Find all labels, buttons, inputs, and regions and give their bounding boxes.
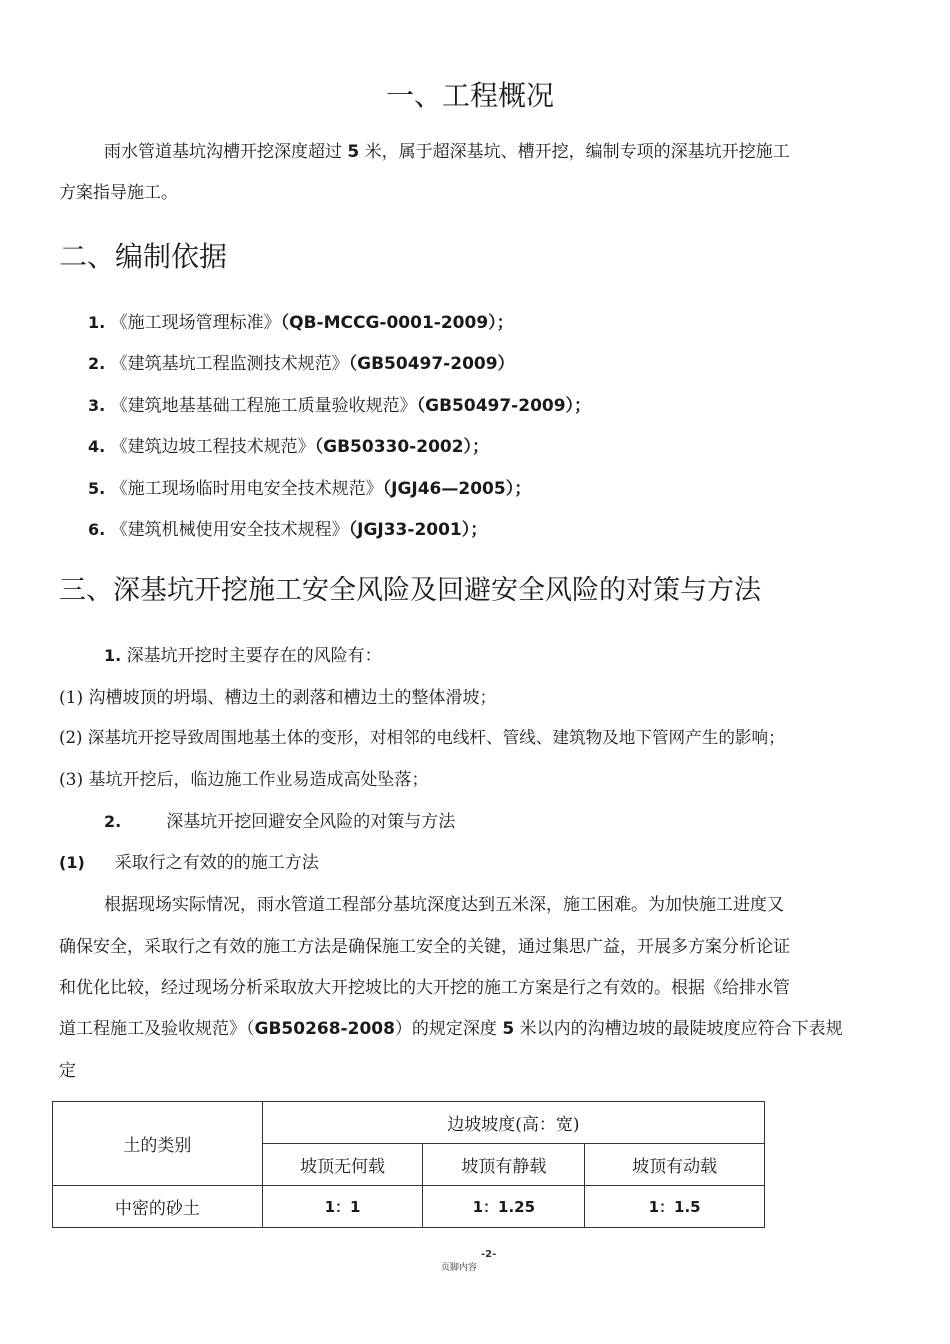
soil-type-cell: 中密的砂土 (53, 1186, 263, 1228)
risk-item-1: (1) 沟槽坡顶的坍塌、槽边土的剥落和槽边土的整体滑坡； (59, 688, 497, 708)
subheading-text: 深基坑开挖时主要存在的风险有： (126, 646, 382, 666)
standard-code: GB50268-2008 (254, 1019, 395, 1039)
slope-subheader: 坡顶有静载 (423, 1144, 585, 1186)
reference-code: （QB-MCCG-0001-2009）； (280, 313, 514, 333)
number: 5 (347, 142, 360, 162)
text: 米，属于超深基坑、槽开挖，编制专项的深基坑开挖施工 (364, 142, 790, 162)
reference-item (88, 349, 515, 374)
subheading-text: 深基坑开挖回避安全风险的对策与方法 (166, 812, 456, 832)
reference-code: （GB50330-2002）； (314, 437, 490, 457)
paragraph-line: 根据现场实际情况，雨水管道工程部分基坑深度达到五米深，施工困难。为加快施工进度又 (104, 895, 784, 915)
section-1-paragraph-line-2: 方案指导施工。 (59, 183, 178, 203)
risk-subheading-2 (104, 807, 455, 832)
list-number: (1) (59, 853, 85, 872)
reference-name: 《施工现场临时用电安全技术规范》 (110, 479, 383, 499)
method-heading-1 (59, 848, 319, 873)
reference-code: （JGJ33-2001）； (348, 520, 488, 540)
list-number: 2. (88, 354, 106, 373)
paragraph-line: 定 (59, 1061, 76, 1081)
reference-code: （GB50497-2009）； (416, 396, 592, 416)
reference-name: 《建筑地基基础工程施工质量验收规范》 (110, 396, 417, 416)
text: 米以内的沟槽边坡的最陡坡度应符合下表规 (519, 1019, 843, 1039)
reference-item (88, 391, 591, 416)
paragraph-line (59, 1014, 843, 1039)
reference-item (88, 515, 487, 540)
reference-name: 《建筑机械使用安全技术规程》 (110, 520, 349, 540)
reference-code: （JGJ46—2005）； (382, 479, 532, 499)
paragraph-line: 确保安全，采取行之有效的施工方法是确保施工安全的关键，通过集思广益，开展多方案分析论证 (59, 937, 790, 957)
footer-label: 页脚内容 (441, 1263, 478, 1273)
reference-name: 《建筑边坡工程技术规范》 (110, 437, 315, 457)
list-number: 1. (104, 646, 122, 665)
section-1-paragraph-line-1 (104, 137, 790, 162)
reference-name: 《建筑基坑工程监测技术规范》 (110, 354, 349, 374)
risk-item-2: (2) 深基坑开挖导致周围地基土体的变形，对相邻的电线杆、管线、建筑物及地下管网产生的影响； (59, 728, 785, 747)
slope-subheader: 坡顶无何载 (262, 1144, 423, 1186)
slope-value-cell: 1：1.5 (585, 1186, 765, 1228)
text: 雨水管道基坑沟槽开挖深度超过 (104, 142, 342, 162)
text: ）的规定深度 (394, 1019, 497, 1039)
text: 道工程施工及验收规范》（ (59, 1019, 255, 1039)
reference-item (88, 432, 489, 457)
soil-type-header: 土的类别 (53, 1102, 263, 1186)
slope-table (52, 1101, 765, 1228)
paragraph-line: 和优化比较，经过现场分析采取放大开挖坡比的大开挖的施工方案是行之有效的。根据《给排水管 (59, 978, 790, 998)
section-1-title: 一、工程概况 (386, 79, 555, 112)
reference-name: 《施工现场管理标准》 (110, 313, 281, 333)
reference-item (88, 474, 531, 499)
reference-code: （GB50497-2009） (348, 354, 515, 374)
list-number: 4. (88, 437, 106, 456)
table-row (53, 1186, 765, 1228)
section-3-title: 三、深基坑开挖施工安全风险及回避安全风险的对策与方法 (59, 575, 761, 606)
slope-group-header: 边坡坡度(高：宽) (262, 1102, 764, 1144)
reference-item (88, 308, 514, 333)
slope-value-cell: 1：1.25 (423, 1186, 585, 1228)
list-number: 3. (88, 396, 106, 415)
method-text: 采取行之有效的的施工方法 (114, 853, 319, 873)
slope-subheader: 坡顶有动载 (585, 1144, 765, 1186)
page-number: -2- (481, 1249, 497, 1260)
risk-subheading-1 (104, 641, 382, 666)
section-2-title: 二、编制依据 (59, 240, 228, 273)
slope-value-cell: 1：1 (262, 1186, 423, 1228)
list-number: 1. (88, 313, 106, 332)
list-number: 2. (104, 812, 122, 831)
risk-item-3: (3) 基坑开挖后，临边施工作业易造成高处坠落； (59, 770, 429, 790)
list-number: 6. (88, 520, 106, 539)
number: 5 (502, 1019, 515, 1039)
list-number: 5. (88, 479, 106, 498)
